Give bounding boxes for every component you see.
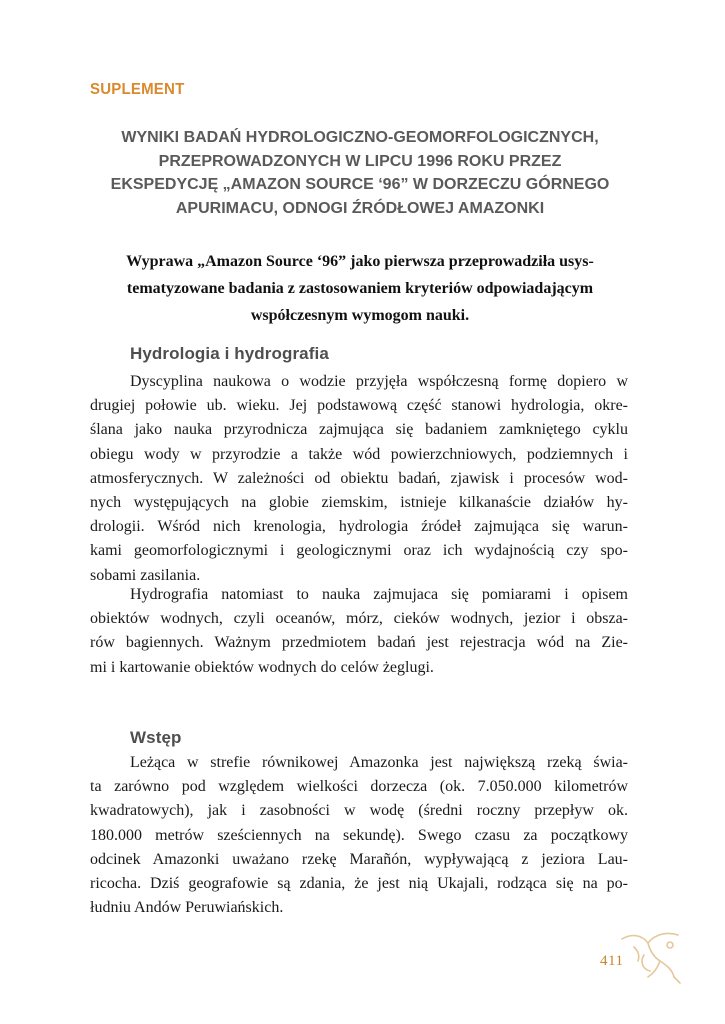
text-line: rów bagiennych. Ważnym przedmiotem badań jest rejestracja wód na Zie- — [90, 634, 628, 652]
text-line: Leżąca w strefie równikowej Amazonka jest największą rzeką świa- — [130, 754, 628, 771]
lead-line: Wyprawa „Amazon Source ‘96” jako pierwsza przeprowadziła usys- — [126, 253, 594, 270]
bird-ornament-icon — [614, 925, 686, 987]
text-line: 180.000 metrów sześciennych na sekundę). Swego czasu za początkowy — [90, 826, 628, 844]
text-line: mi i kartowanie obiektów wodnych do celów żeglugi. — [90, 658, 434, 676]
lead-line: współczesnym wymogom nauki. — [250, 307, 470, 324]
title-line: PRZEPROWADZONYCH W LIPCU 1996 ROKU PRZEZ — [158, 152, 562, 170]
text-line: ta zarówno pod względem wielkości dorzecza (ok. 7.050.000 kilometrów — [90, 778, 628, 796]
text-line: atmosferycznych. W zależności od obiektu badań, zjawisk i procesów wod- — [90, 469, 628, 487]
paragraph-hydrologia — [90, 370, 628, 588]
section-heading-hydrologia: Hydrologia i hydrografia — [130, 344, 329, 363]
title-line: APURIMACU, ODNOGI ŹRÓDŁOWEJ AMAZONKI — [175, 200, 545, 218]
text-line: ślana jako nauka przyrodnicza zajmująca się badaniem zamkniętego cyklu — [90, 421, 628, 439]
title-line: WYNIKI BADAŃ HYDROLOGICZNO-GEOMORFOLOGICZNYCH, — [121, 129, 599, 146]
text-line: drologii. Wśród nich krenologia, hydrologia źródeł zajmująca się warun- — [90, 518, 628, 536]
text-line: obiegu wody w przyrodzie a także wód powierzchniowych, podziemnych i — [90, 445, 628, 463]
paragraph-wstep — [90, 751, 628, 920]
text-line: łudniu Andów Peruwiańskich. — [90, 899, 284, 917]
section-heading-wstep: Wstęp — [130, 728, 182, 747]
section-label: SUPLEMENT — [90, 81, 185, 98]
lead-paragraph — [90, 248, 630, 329]
text-line: nych występujących na globie ziemskim, istnieje kilkanaście działów hy- — [90, 494, 628, 512]
text-line: drugiej połowie ub. wieku. Jej podstawową część stanowi hydrologia, okre- — [90, 397, 628, 415]
text-line: Dyscyplina naukowa o wodzie przyjęła współczesną formę dopiero w — [130, 373, 628, 390]
lead-line: tematyzowane badania z zastosowaniem kryteriów odpowiadającym — [126, 280, 594, 297]
text-line: kwadratowych), jak i zasobności w wodę (średni roczny przepływ ok. — [90, 802, 628, 820]
text-line: kami geomorfologicznymi i geologicznymi oraz ich wydajnością czy spo- — [90, 542, 628, 560]
text-line: Hydrografia natomiast to nauka zajmujaca się pomiarami i opisem — [130, 586, 628, 603]
text-line: ricocha. Dziś geografowie są zdania, że jest nią Ukajali, rodząca się na po- — [90, 875, 628, 893]
page-number: 411 — [600, 953, 624, 969]
text-line: sobami zasilania. — [90, 566, 201, 584]
text-line: obiektów wodnych, czyli oceanów, mórz, cieków wodnych, jezior i obsza- — [90, 610, 628, 628]
page-title — [80, 126, 640, 221]
paragraph-hydrografia — [90, 583, 628, 680]
text-line: odcinek Amazonki uważano rzekę Marañón, wypływającą z jeziora Lau- — [90, 850, 628, 868]
title-line: EKSPEDYCJĘ „AMAZON SOURCE ‘96” W DORZECZU GÓRNEGO — [110, 176, 610, 194]
